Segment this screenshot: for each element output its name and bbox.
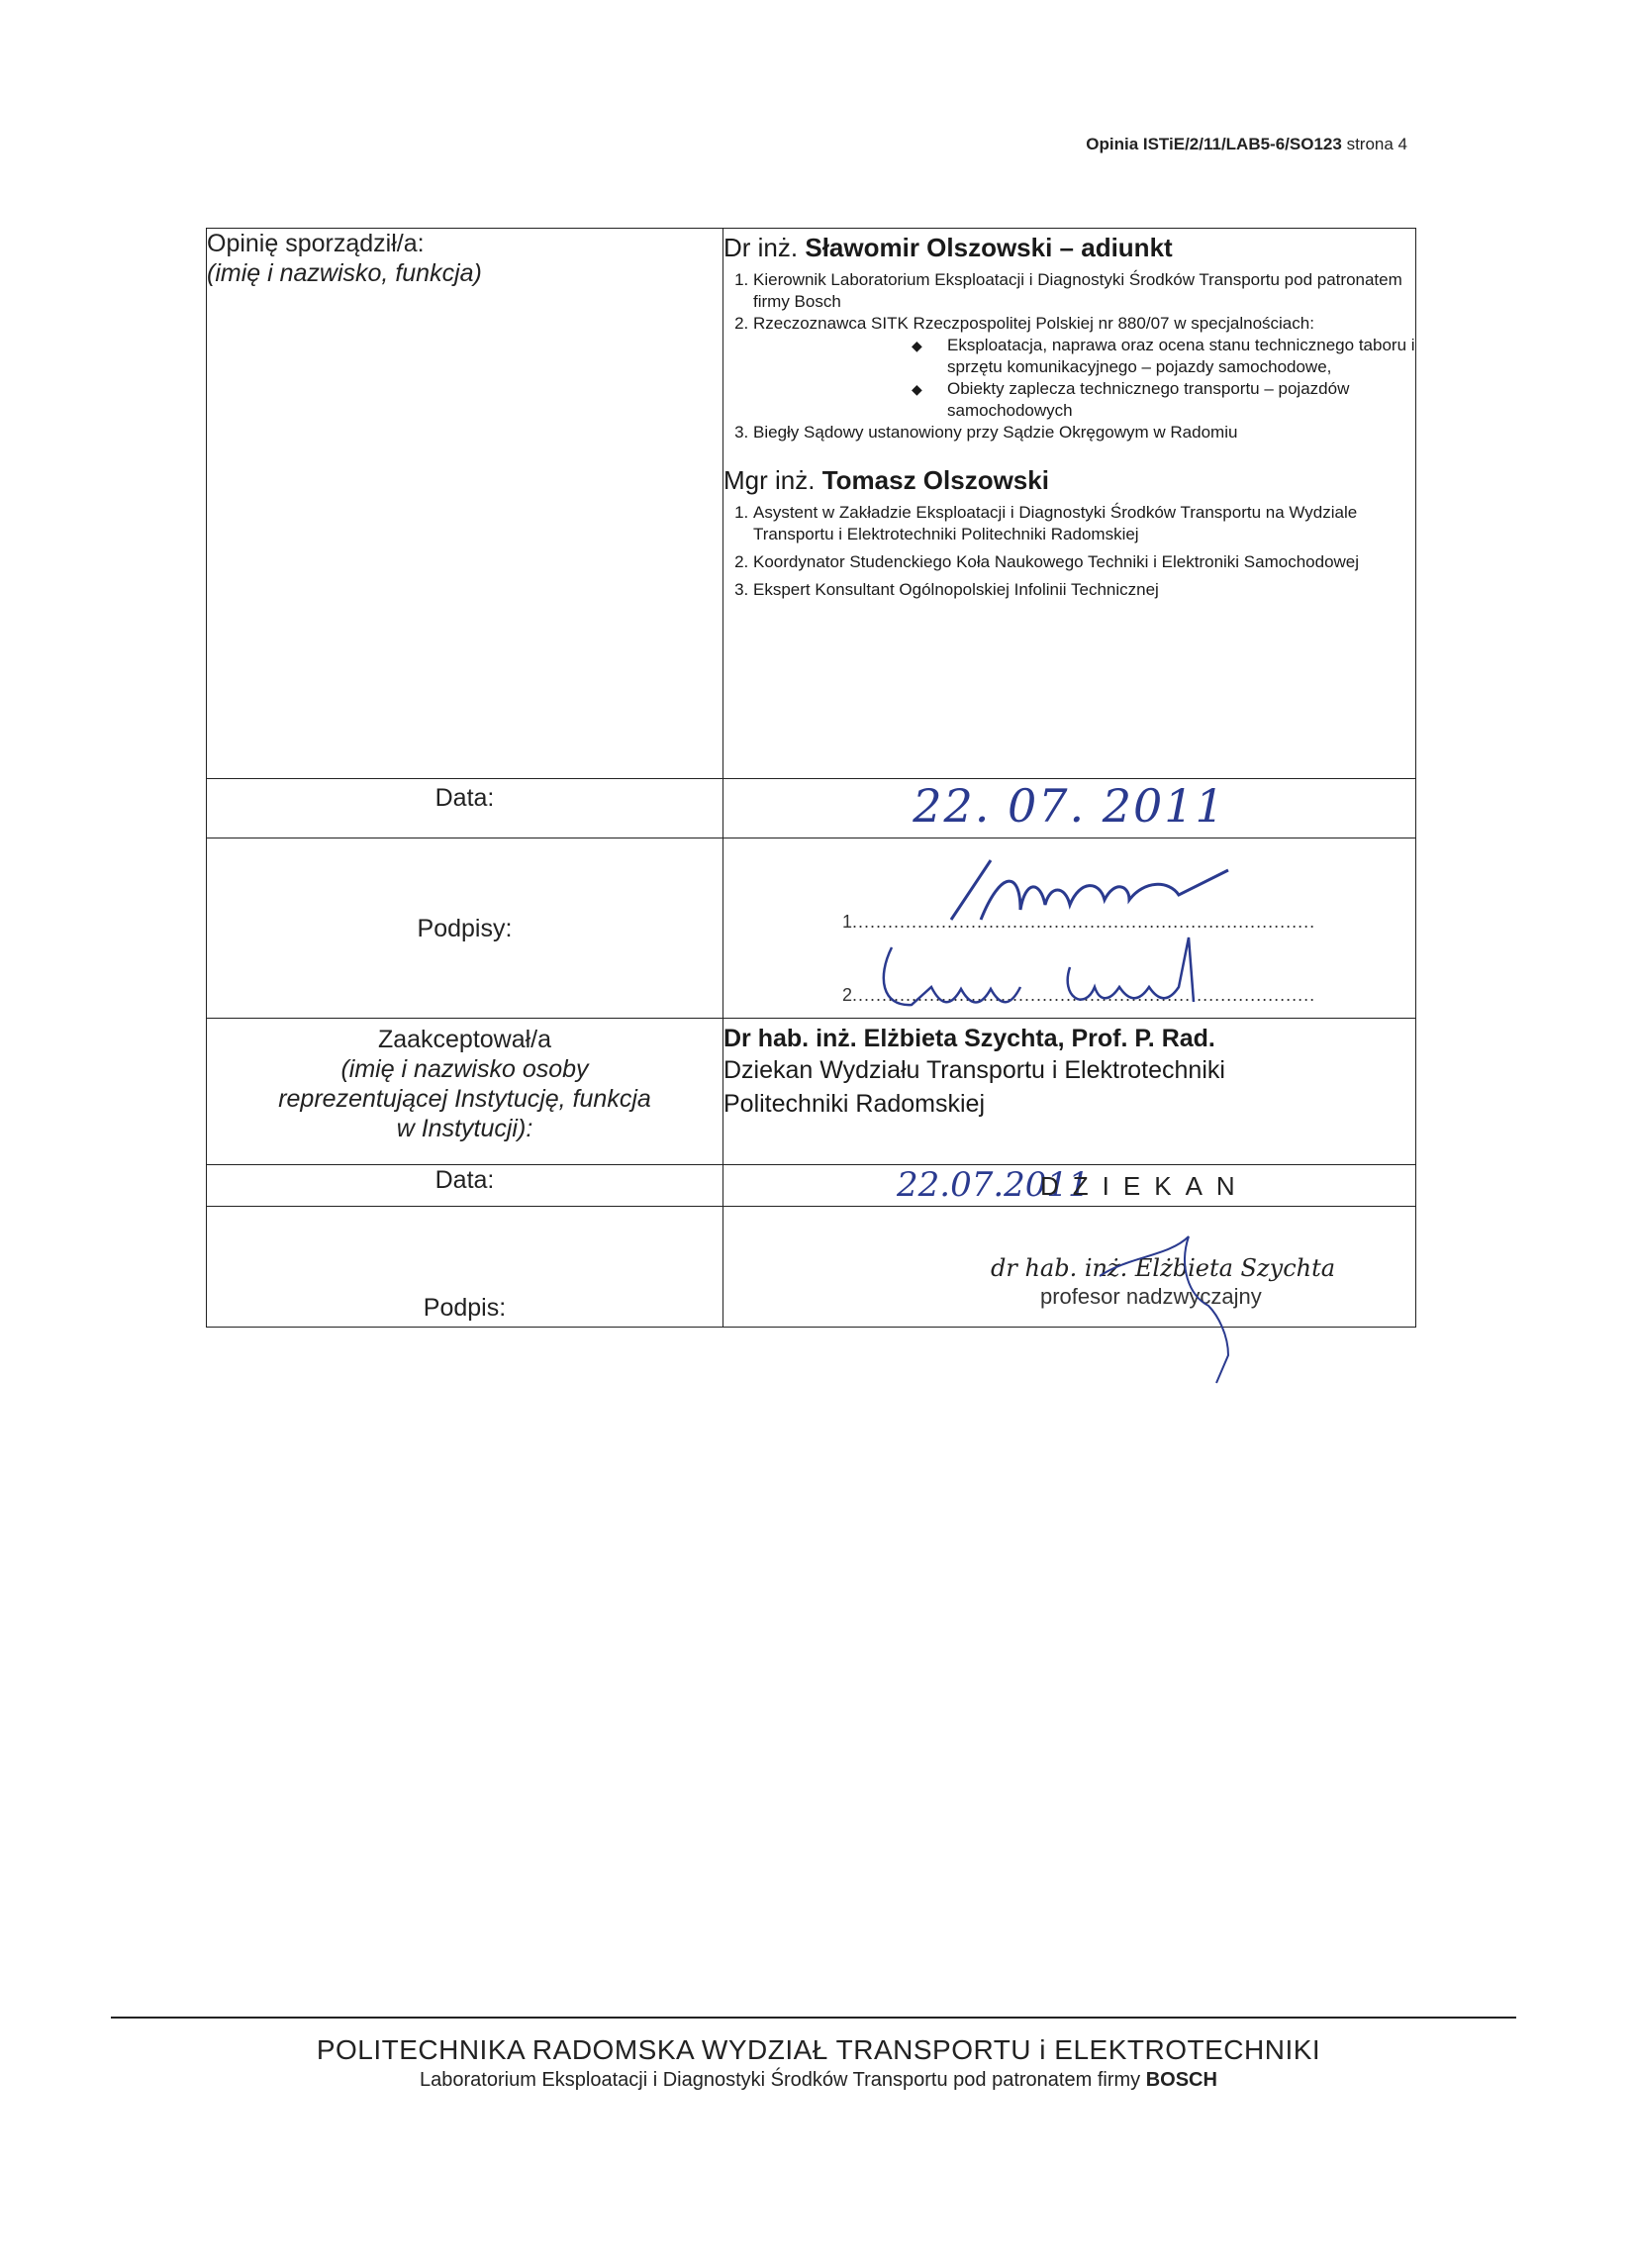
specialization-item — [912, 378, 1415, 422]
prepared-label-cell — [207, 229, 723, 779]
signature-line-1-dots: .............................................................................. — [852, 912, 1316, 932]
acceptance-handwritten-date: 22.07.2011 — [897, 1165, 1090, 1205]
final-signature-label-cell — [207, 1207, 723, 1328]
approver-name: Dr hab. inż. Elżbieta Szychta, Prof. P. Rad. — [723, 1025, 1215, 1052]
specialization-item — [912, 335, 1415, 378]
prepared-sublabel: (imię i nazwisko, funkcja) — [207, 259, 482, 287]
person1-name: Sławomir Olszowski – adiunkt — [805, 233, 1173, 262]
signature-line-1-number: 1 — [842, 912, 853, 932]
stamp-role: profesor nadzwyczajny — [1040, 1284, 1262, 1309]
accepted-label-cell — [207, 1019, 723, 1165]
diamond-bullet-icon: ◆ — [912, 381, 922, 397]
diamond-bullet-icon: ◆ — [912, 338, 922, 353]
person1-heading — [723, 233, 1415, 263]
date-label-cell — [207, 779, 723, 838]
document-reference — [1086, 135, 1407, 154]
opinion-signature-table — [206, 228, 1416, 1328]
accepted-row — [207, 1019, 1416, 1165]
prepared-content-cell — [723, 229, 1416, 779]
date-label: Data: — [434, 784, 495, 812]
date-value-cell — [723, 779, 1416, 838]
footer-divider — [111, 2017, 1516, 2019]
accepted-content-cell — [723, 1019, 1416, 1165]
accepted-sublabel: (imię i nazwisko osoby reprezentującej Instytucję, funkcja w Instytucji): — [278, 1055, 651, 1142]
signature-2-image — [872, 928, 1238, 1017]
signatures-label-cell — [207, 838, 723, 1019]
signature-line-2-number: 2 — [842, 985, 853, 1005]
accepted-label: Zaakceptował/a — [377, 1026, 552, 1053]
dean-signature-image — [1040, 1217, 1258, 1385]
signatures-content-cell — [723, 838, 1416, 1019]
stamp-title: DZIEKAN — [1040, 1171, 1249, 1201]
footer-laboratory — [0, 2069, 1637, 2092]
person1-qualification-2-text: Rzeczoznawca SITK Rzeczpospolitej Polskiej nr 880/07 w specjalnościach: — [753, 314, 1314, 333]
stamp-name: dr hab. inż. Elżbieta Szychta — [991, 1254, 1336, 1282]
prepared-label: Opinię sporządził/a: — [207, 230, 425, 257]
person2-qualifications — [723, 502, 1415, 601]
acceptance-date-label-cell — [207, 1165, 723, 1207]
page-number: strona 4 — [1346, 135, 1407, 153]
approver-role-line-1: Dziekan Wydziału Transportu i Elektrotechniki — [723, 1056, 1225, 1084]
handwritten-date: 22. 07. 2011 — [913, 779, 1226, 833]
signature-line-2-dots: .............................................................................. — [852, 985, 1316, 1005]
signature-1-image — [931, 850, 1248, 939]
person2-title: Mgr inż. — [723, 465, 816, 495]
person2-qualification-3: 3. Ekspert Konsultant Ogólnopolskiej Infolinii Technicznej — [753, 579, 1415, 601]
final-signature-row — [207, 1207, 1416, 1328]
approver-role-line-2: Politechniki Radomskiej — [723, 1090, 986, 1118]
specialization-text: Obiekty zaplecza technicznego transportu – pojazdów samochodowych — [947, 379, 1350, 420]
final-signature-label: Podpis: — [423, 1294, 507, 1322]
person1-qualification-3: 3. Biegły Sądowy ustanowiony przy Sądzie Okręgowym w Radomiu — [753, 422, 1415, 444]
date-row — [207, 779, 1416, 838]
person1-qualifications — [723, 269, 1415, 444]
person2-qualification-1: 1. Asystent w Zakładzie Eksploatacji i Diagnostyki Środków Transportu na Wydziale Transportu i Elektrotechniki Politechniki Radomskiej — [753, 502, 1415, 545]
person1-title: Dr inż. — [723, 233, 799, 262]
footer-brand: BOSCH — [1145, 2069, 1217, 2091]
person2-heading — [723, 465, 1415, 496]
specialization-text: Eksploatacja, naprawa oraz ocena stanu technicznego taboru i sprzętu komunikacyjnego – pojazdy samochodowe, — [947, 336, 1415, 376]
prepared-row — [207, 229, 1416, 779]
signatures-label: Podpisy: — [417, 914, 513, 942]
person2-qualification-2: 2. Koordynator Studenckiego Koła Naukowego Techniki i Elektroniki Samochodowej — [753, 551, 1415, 573]
signatures-row — [207, 838, 1416, 1019]
specialization-list — [753, 335, 1415, 422]
footer-institution: POLITECHNIKA RADOMSKA WYDZIAŁ TRANSPORTU i ELEKTROTECHNIKI — [316, 2034, 1321, 2065]
person1-qualification-2 — [753, 313, 1415, 422]
person1-qualification-1: 1. Kierownik Laboratorium Eksploatacji i Diagnostyki Środków Transportu pod patronatem firmy Bosch — [753, 269, 1415, 313]
acceptance-date-label: Data: — [434, 1166, 495, 1194]
reference-number: Opinia ISTiE/2/11/LAB5-6/SO123 — [1086, 135, 1342, 153]
footer-laboratory-text: Laboratorium Eksploatacji i Diagnostyki Środków Transportu pod patronatem firmy — [420, 2069, 1141, 2091]
person2-name: Tomasz Olszowski — [821, 465, 1049, 495]
